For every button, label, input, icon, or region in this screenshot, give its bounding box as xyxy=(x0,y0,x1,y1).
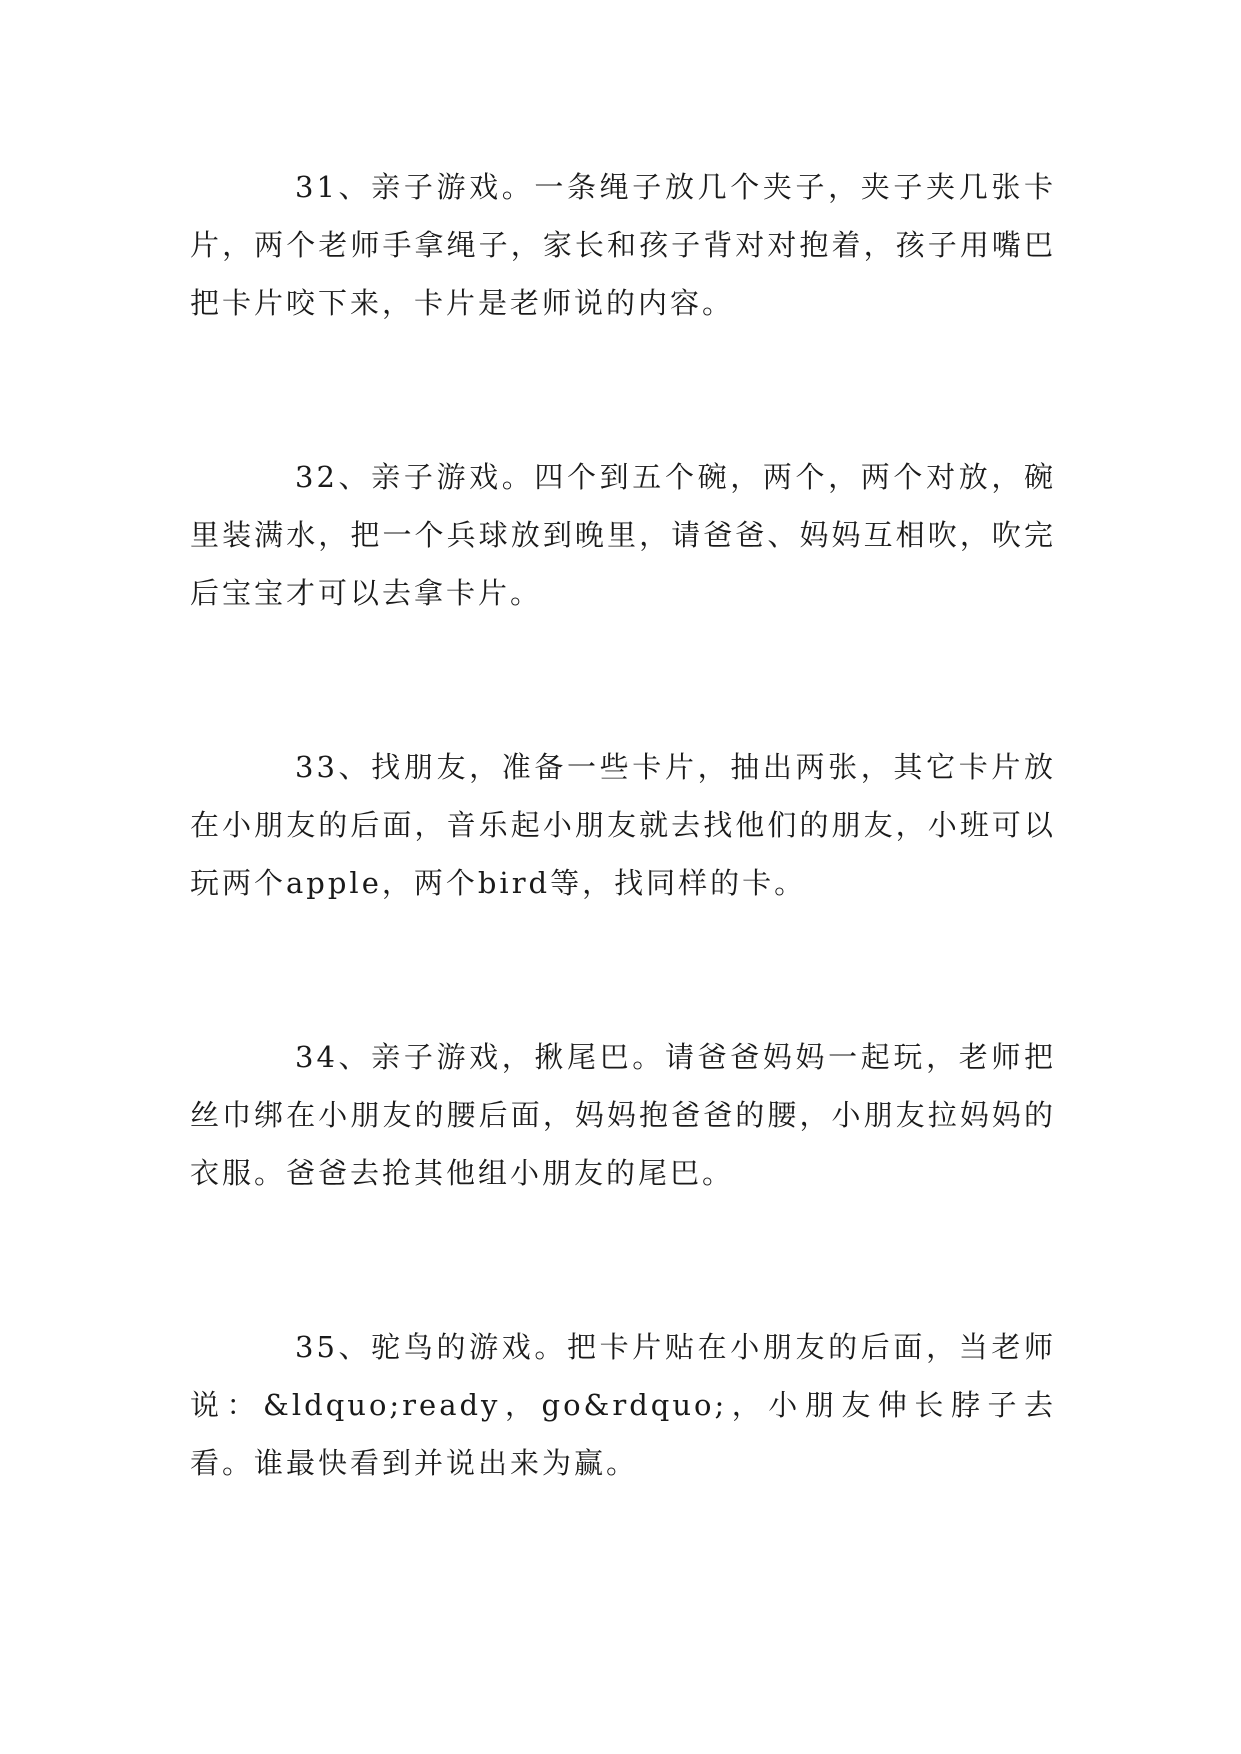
paragraph-35: 35、驼鸟的游戏。把卡片贴在小朋友的后面，当老师说：&ldquo;ready，go&rdquo;，小朋友伸长脖子去看。谁最快看到并说出来为赢。 xyxy=(190,1330,1056,1480)
paragraph-31: 31、亲子游戏。一条绳子放几个夹子，夹子夹几张卡片，两个老师手拿绳子，家长和孩子背对对抱着，孩子用嘴巴把卡片咬下来，卡片是老师说的内容。 xyxy=(190,170,1056,320)
paragraph-34: 34、亲子游戏，揪尾巴。请爸爸妈妈一起玩，老师把丝巾绑在小朋友的腰后面，妈妈抱爸爸的腰，小朋友拉妈妈的衣服。爸爸去抢其他组小朋友的尾巴。 xyxy=(190,1040,1056,1190)
paragraph-32: 32、亲子游戏。四个到五个碗，两个，两个对放，碗里装满水，把一个兵球放到晚里，请爸爸、妈妈互相吹，吹完后宝宝才可以去拿卡片。 xyxy=(190,460,1056,610)
paragraph-33: 33、找朋友，准备一些卡片，抽出两张，其它卡片放在小朋友的后面，音乐起小朋友就去找他们的朋友，小班可以玩两个apple，两个bird等，找同样的卡。 xyxy=(190,750,1056,900)
